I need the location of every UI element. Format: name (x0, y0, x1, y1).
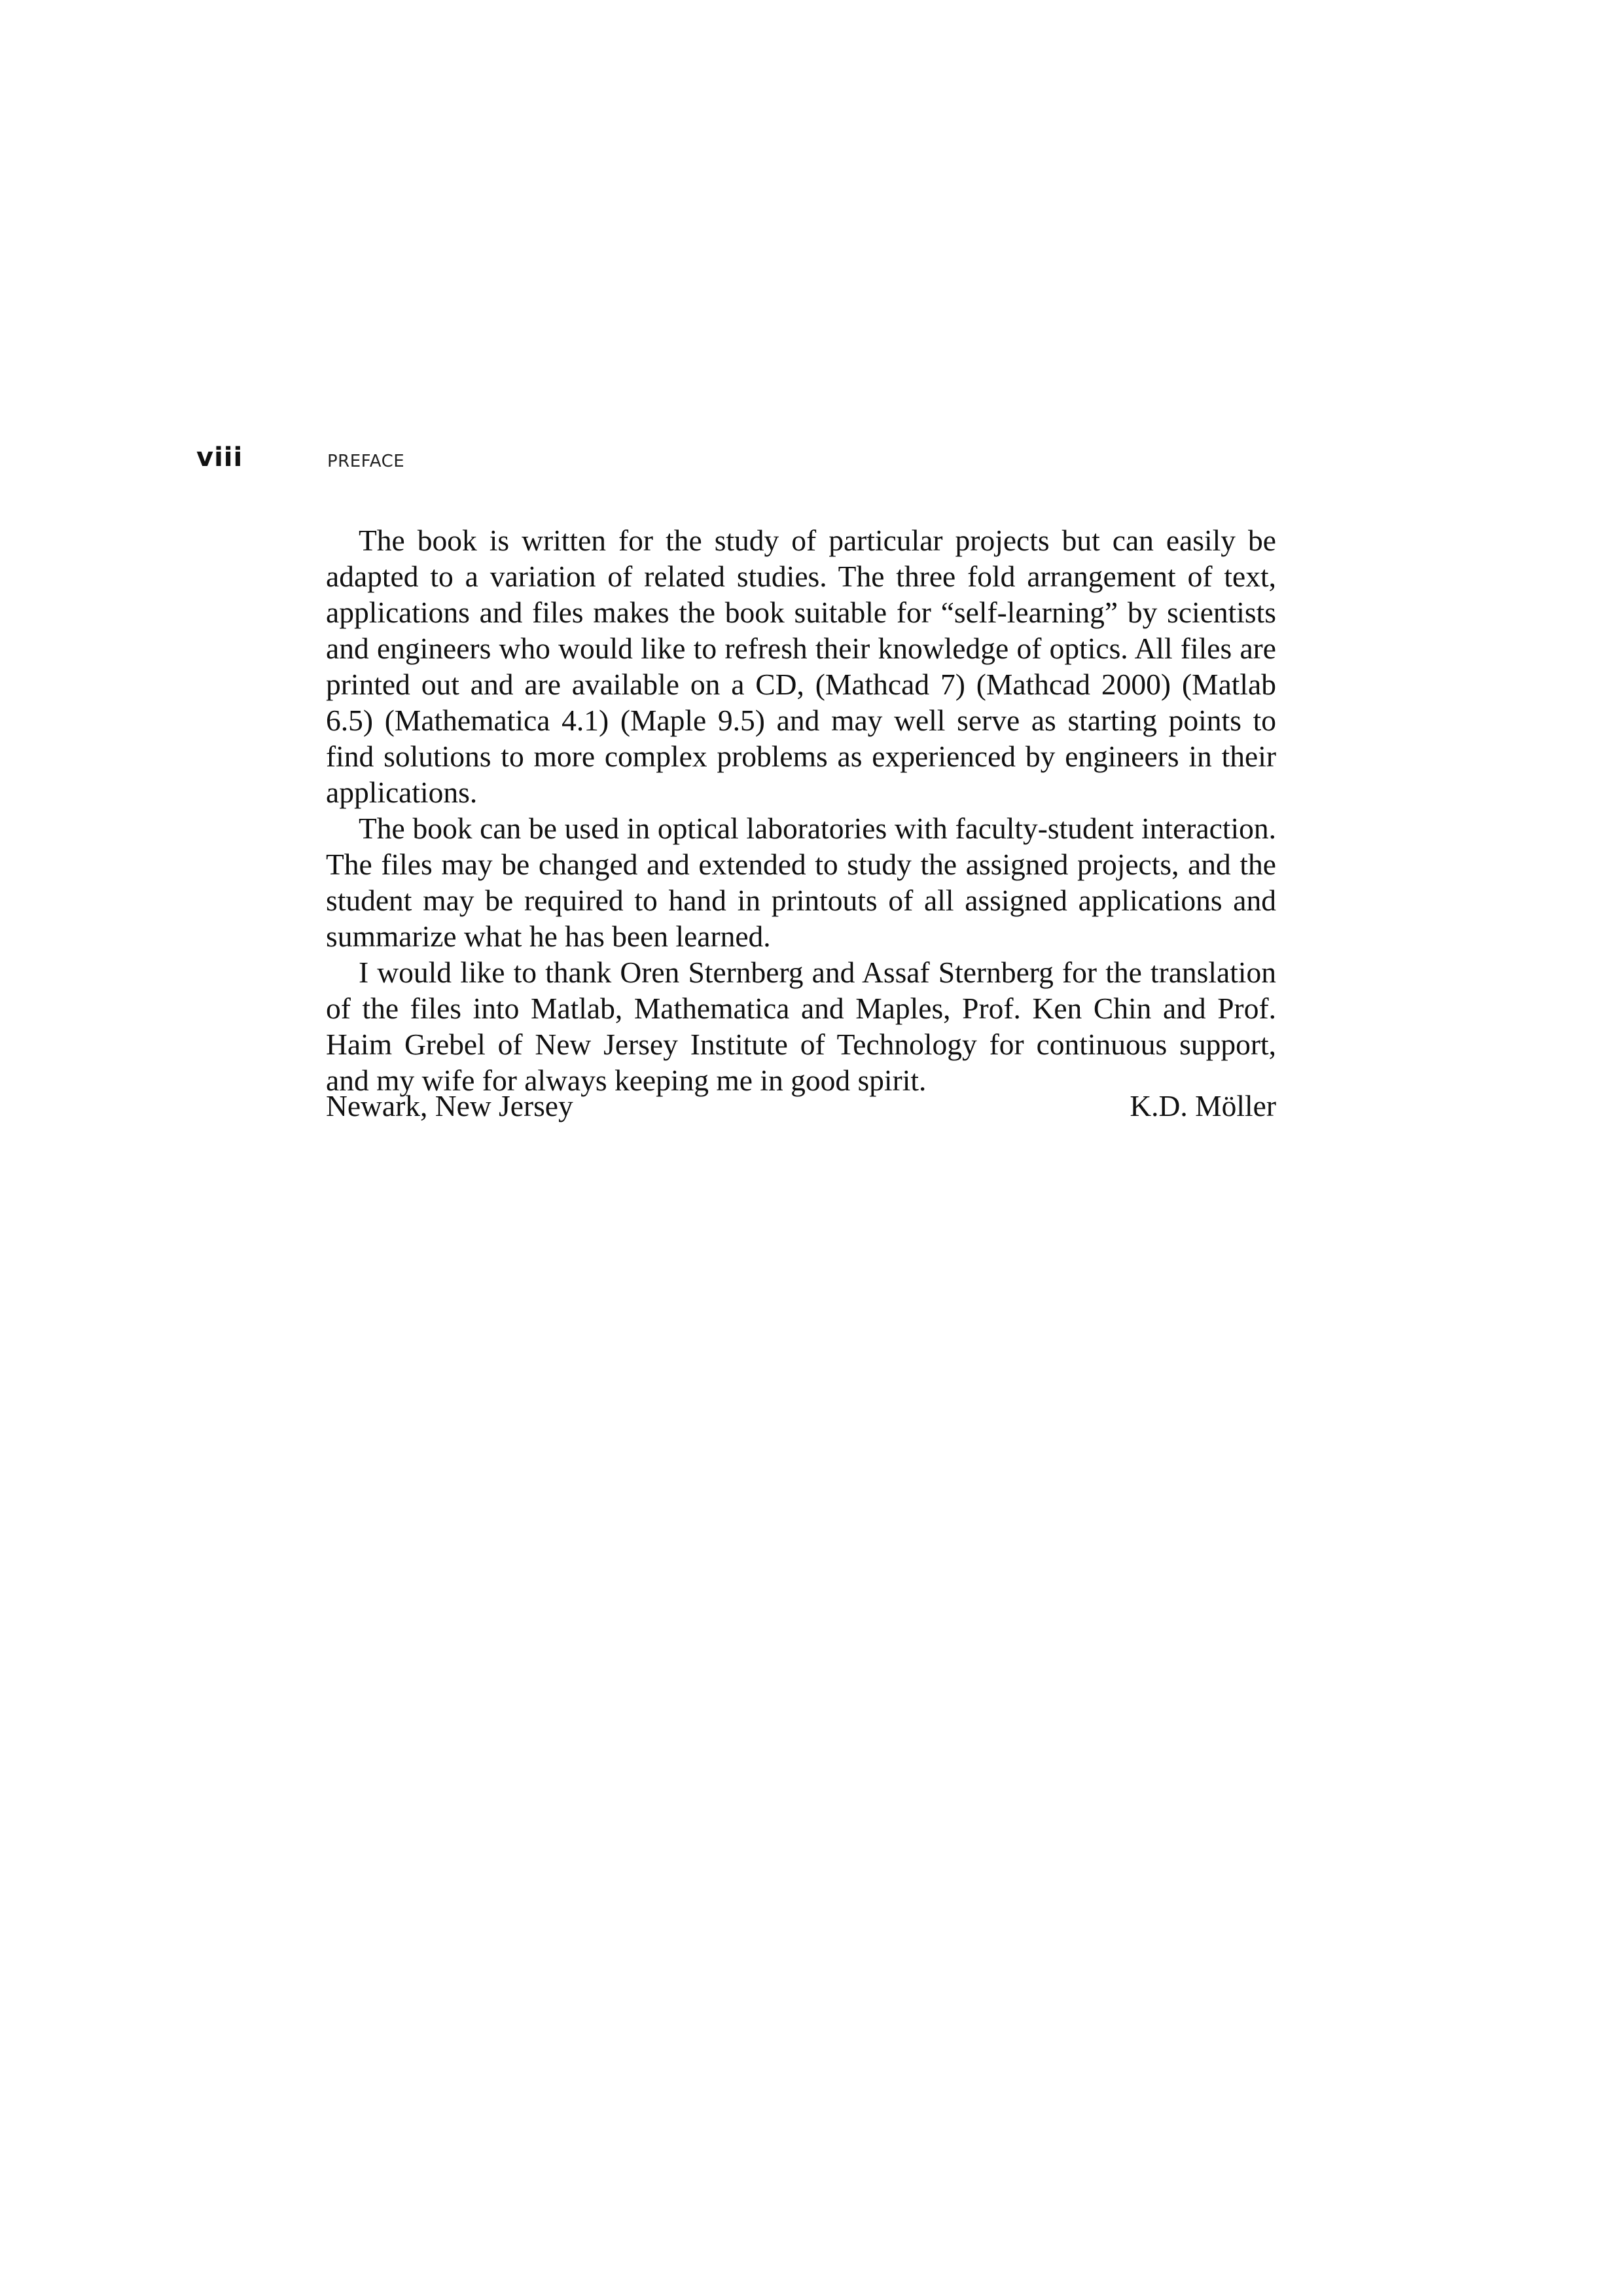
signature-place: Newark, New Jersey (326, 1089, 573, 1122)
page-number: viii (196, 442, 243, 473)
paragraph: I would like to thank Oren Sternberg and Assaf Sternberg for the translation of the files into Matlab, Mathematica and Maples, Prof. Ken Chin and Prof. Haim Grebel of New Jersey Institute of Technology for continuous support, and my wife for always keeping me in good spirit. (326, 956, 1276, 1097)
signature-line (326, 1088, 1276, 1124)
preface-body (326, 522, 1276, 1098)
paragraph: The book is written for the study of particular projects but can easily be adapted to a variation of related studies. The three fold arrangement of text, applications and files makes the book suitable for “self-learning” by scientists and engineers who would like to refresh their knowledge of optics. All files are printed out and are available on a CD, (Mathcad 7) (Mathcad 2000) (Matlab 6.5) (Mathematica 4.1) (Maple 9.5) and may well serve as starting points to find solutions to more complex problems as experienced by engineers in their applications. (326, 524, 1276, 809)
running-head: PREFACE (327, 452, 405, 471)
paragraph: The book can be used in optical laboratories with faculty-student interaction. The files may be changed and extended to study the assigned projects, and the student may be required to hand in printouts of all assigned applications and summarize what he has been learned. (326, 812, 1276, 953)
signature-author: K.D. Möller (1130, 1089, 1276, 1122)
